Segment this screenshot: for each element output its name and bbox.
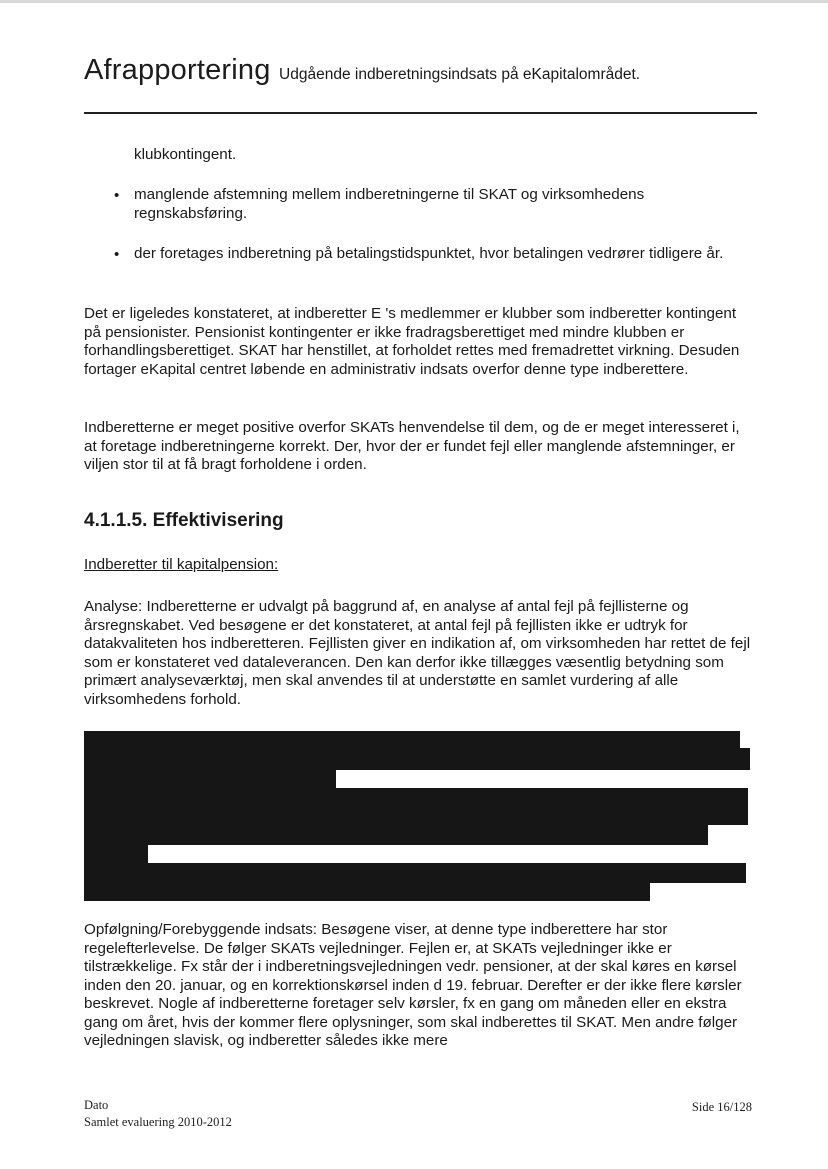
bullet-marker: •: [114, 246, 120, 263]
bullet-item: manglende afstemning mellem indberetningerne til SKAT og virksomhedens regnskabsføring.: [134, 186, 645, 222]
scan-edge: [0, 0, 828, 3]
header-subtitle: Udgående indberetningsindsats på eKapitalområdet.: [279, 66, 641, 83]
redaction-block: [84, 768, 336, 790]
page-header: [84, 54, 640, 87]
followup-paragraph: Opfølgning/Forebyggende indsats: Besøgene viser, at denne type indberettere har stor regelefterlevelse. De følger SKATs vejledninger. Fejlen er, at SKATs vejledninger ikke er tilstrækkelige. Fx står der i indberetningsvejledningen vedr. pensioner, at der skal køres en kørsel inden den 20. januar, og en korrektionskørsel inden d 19. februar. Derefter er der ikke flere kørsler beskrevet. Nogle af indberetterne foretager selv kørsler, fx en gang om måneden eller en ekstra gang om året, hvis der kommer flere oplysninger, som skal indberettes til SKAT. Men andre følger vejledningen slavisk, og indberetter således ikke mere: [84, 921, 742, 1049]
paragraph: Det er ligeledes konstateret, at indberetter E 's medlemmer er klubber som indberetter kontingent på pensionister. Pensionist kontingenter er ikke fradragsberettiget med mindre klubben er forhandlingsberettiget. SKAT har henstillet, at forholdet rettes med fremadrettet virkning. Desuden fortager eKapital centret løbende en administrativ indsats overfor denne type indberettere.: [84, 305, 740, 378]
footer-left: [84, 1097, 232, 1131]
header-rule: [84, 112, 757, 114]
subheading: Indberetter til kapitalpension:: [84, 556, 279, 573]
redaction-block: [84, 881, 650, 901]
redaction-block: [84, 788, 748, 825]
redaction-block: [84, 823, 708, 845]
bullet-marker: •: [114, 187, 120, 204]
paragraph: Indberetterne er meget positive overfor SKATs henvendelse til dem, og de er meget interesseret i, at foretage indberetningerne korrekt. Der, hvor der er fundet fejl eller manglende afstemninger, er viljen stor til at få bragt forholdene i orden.: [84, 419, 740, 473]
page-number: Side 16/128: [691, 1100, 752, 1114]
continuation-text: klubkontingent.: [134, 146, 237, 163]
header-title: Afrapportering: [84, 54, 271, 86]
footer-doc-name: Samlet evaluering 2010-2012: [84, 1115, 232, 1129]
redaction-block: [84, 748, 750, 770]
redaction-block: [84, 843, 148, 865]
analysis-paragraph: Analyse: Indberetterne er udvalgt på baggrund af, en analyse af antal fejl på fejllisterne og årsregnskabet. Ved besøgene er det konstateret, at antal fejl på fejllisten ikke er udtryk for datakvaliteten hos indberetteren. Fejllisten giver en indikation af, om virksomheden har rettet de fejl som er konstateret ved dataleverancen. Den kan derfor ikke tillægges væsentlig betydning som primært analyseværktøj, men skal anvendes til at understøtte en samlet vurdering af alle virksomhedens forhold.: [84, 598, 751, 708]
section-heading: 4.1.1.5. Effektivisering: [84, 510, 284, 531]
footer-date-label: Dato: [84, 1098, 109, 1112]
redaction-block: [84, 863, 746, 883]
bullet-item: der foretages indberetning på betalingstidspunktet, hvor betalingen vedrører tidligere år.: [134, 245, 724, 262]
